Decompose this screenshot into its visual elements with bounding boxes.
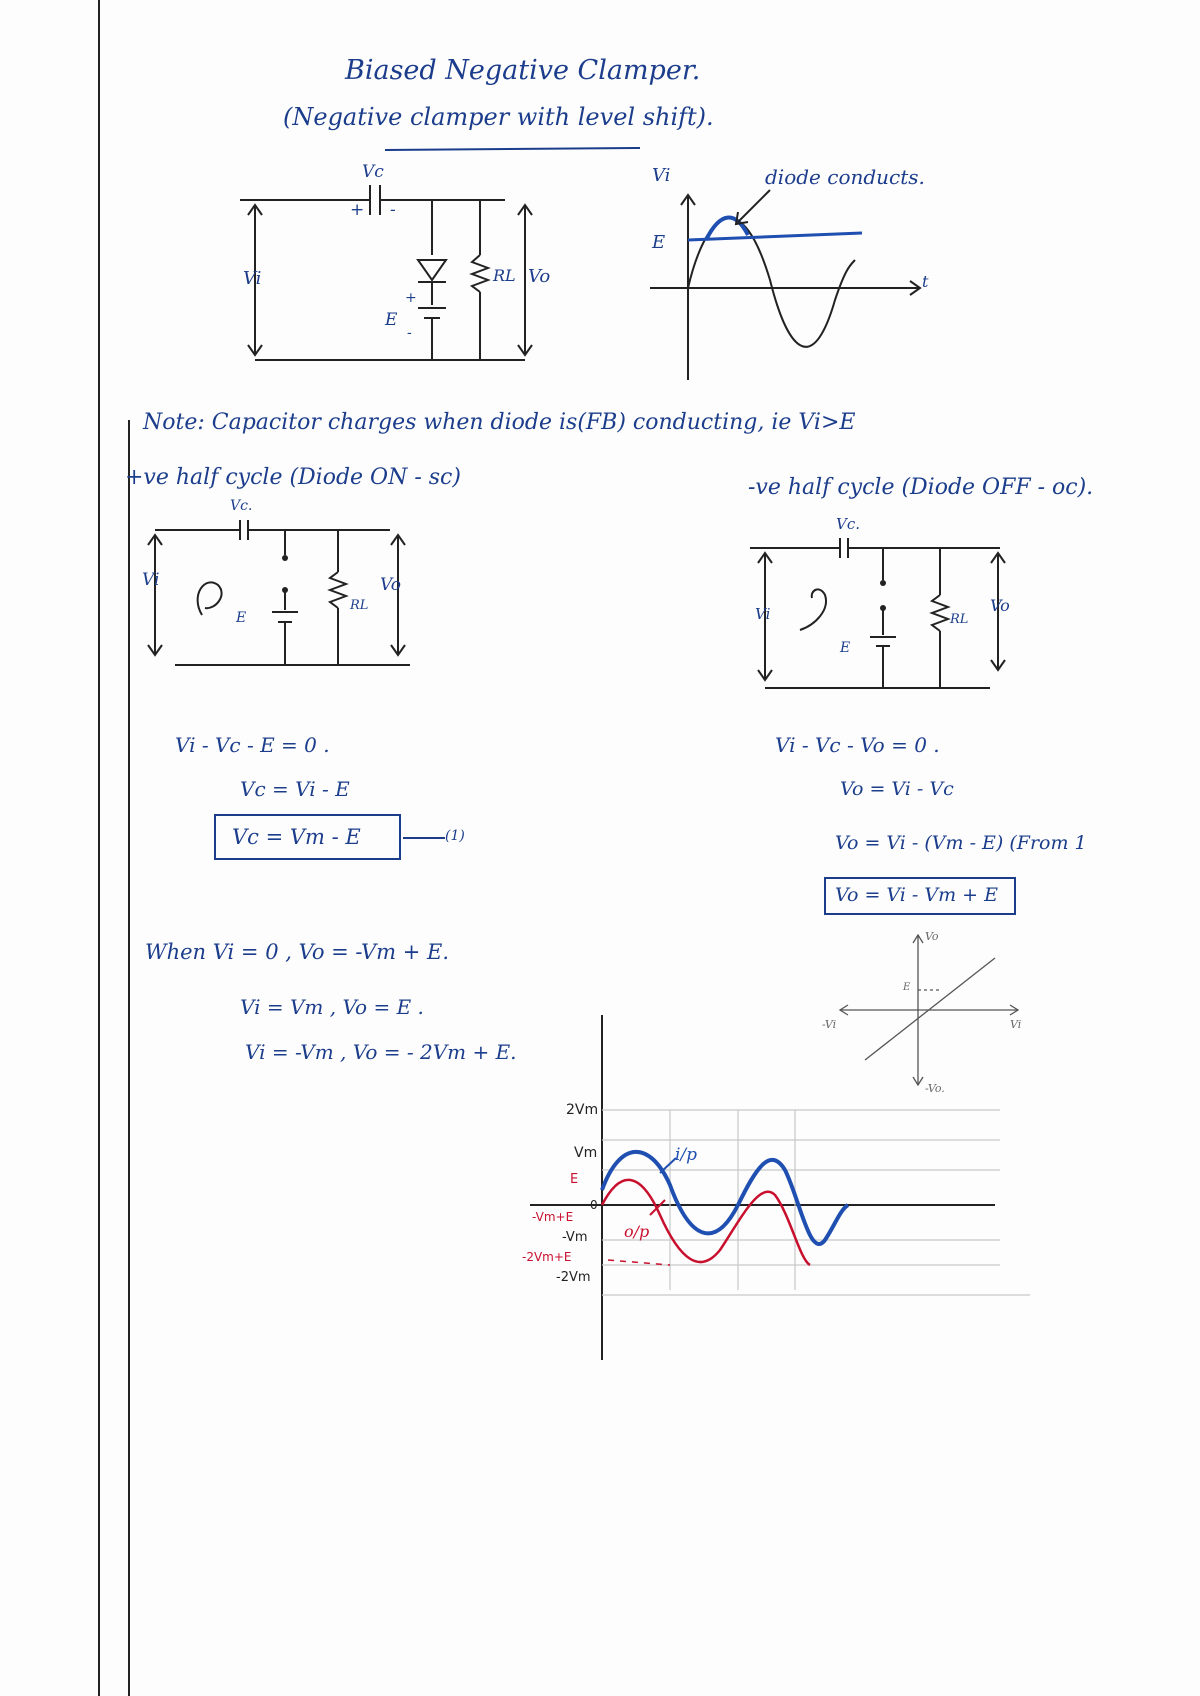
main-e-plus: +	[405, 290, 417, 306]
out-label-e: E	[570, 1172, 579, 1187]
out-label-neg-vm-e: -Vm+E	[532, 1210, 574, 1224]
out-label-neg-2vm: -2Vm	[556, 1270, 591, 1285]
right-eq-1: Vi - Vc - Vo = 0 .	[775, 733, 940, 757]
pos-rl-label: RL	[350, 598, 369, 613]
left-eq-1: Vi - Vc - E = 0 .	[175, 733, 330, 757]
transfer-vo: Vo	[925, 930, 939, 943]
out-label-zero: 0	[590, 1198, 598, 1212]
output-graph	[530, 1015, 1030, 1360]
graph-vi-label: Vi	[652, 165, 671, 186]
transfer-neg-vi: -Vi	[822, 1018, 837, 1031]
out-label-2vm: 2Vm	[566, 1102, 599, 1118]
right-eq-4: Vo = Vi - Vm + E	[835, 884, 998, 906]
left-eq-2: Vc = Vi - E	[240, 777, 350, 801]
pos-half-heading: +ve half cycle (Diode ON - sc)	[125, 465, 461, 490]
out-ip-label: i/p	[675, 1145, 698, 1165]
left-eq-3: Vc = Vm - E	[232, 825, 361, 849]
right-eq-3: Vo = Vi - (Vm - E) (From 1	[835, 832, 1087, 854]
pos-e-label: E	[236, 610, 247, 626]
neg-vo-label: Vo	[990, 596, 1010, 615]
neg-rl-label: RL	[950, 612, 969, 627]
main-vi-label: Vi	[243, 268, 262, 289]
neg-vc-label: Vc.	[836, 515, 861, 533]
main-e-minus: -	[407, 325, 412, 341]
when-eq-1: When Vi = 0 , Vo = -Vm + E.	[145, 940, 450, 964]
out-label-neg-vm: -Vm	[562, 1230, 588, 1245]
main-minus: -	[390, 200, 396, 220]
main-plus: +	[350, 200, 365, 220]
out-label-vm: Vm	[574, 1145, 598, 1161]
note-text: Note: Capacitor charges when diode is(FB) conducting, ie Vi>E	[143, 410, 856, 435]
neg-vi-label: Vi	[755, 605, 771, 623]
pos-vc-label: Vc.	[230, 498, 253, 514]
transfer-neg-vo: -Vo.	[925, 1082, 945, 1095]
left-eq-tag: (1)	[445, 828, 465, 844]
pos-half-circuit	[148, 520, 410, 665]
page-title: Biased Negative Clamper.	[345, 55, 701, 86]
main-vc-label: Vc	[362, 162, 384, 182]
main-e-label: E	[385, 310, 398, 330]
neg-e-label: E	[840, 640, 851, 656]
input-graph	[650, 190, 920, 380]
main-rl-label: RL	[493, 266, 516, 285]
right-eq-2: Vo = Vi - Vc	[840, 778, 954, 800]
main-vo-label: Vo	[528, 266, 551, 287]
graph-e-label: E	[652, 232, 666, 253]
when-eq-3: Vi = -Vm , Vo = - 2Vm + E.	[245, 1040, 517, 1064]
transfer-vi: Vi	[1010, 1018, 1022, 1031]
when-eq-2: Vi = Vm , Vo = E .	[240, 995, 424, 1019]
diode-conducts-annotation: diode conducts.	[765, 165, 925, 189]
graph-t-label: t	[922, 272, 929, 291]
transfer-characteristic	[840, 935, 1018, 1085]
transfer-e: E	[903, 982, 911, 993]
out-op-label: o/p	[624, 1222, 650, 1241]
pos-vi-label: Vi	[142, 570, 160, 590]
out-label-neg-2vm-e: -2Vm+E	[522, 1250, 572, 1264]
pos-vo-label: Vo	[380, 575, 401, 595]
main-circuit	[240, 185, 532, 360]
neg-half-heading: -ve half cycle (Diode OFF - oc).	[748, 475, 1094, 500]
page-subtitle: (Negative clamper with level shift).	[283, 103, 714, 131]
